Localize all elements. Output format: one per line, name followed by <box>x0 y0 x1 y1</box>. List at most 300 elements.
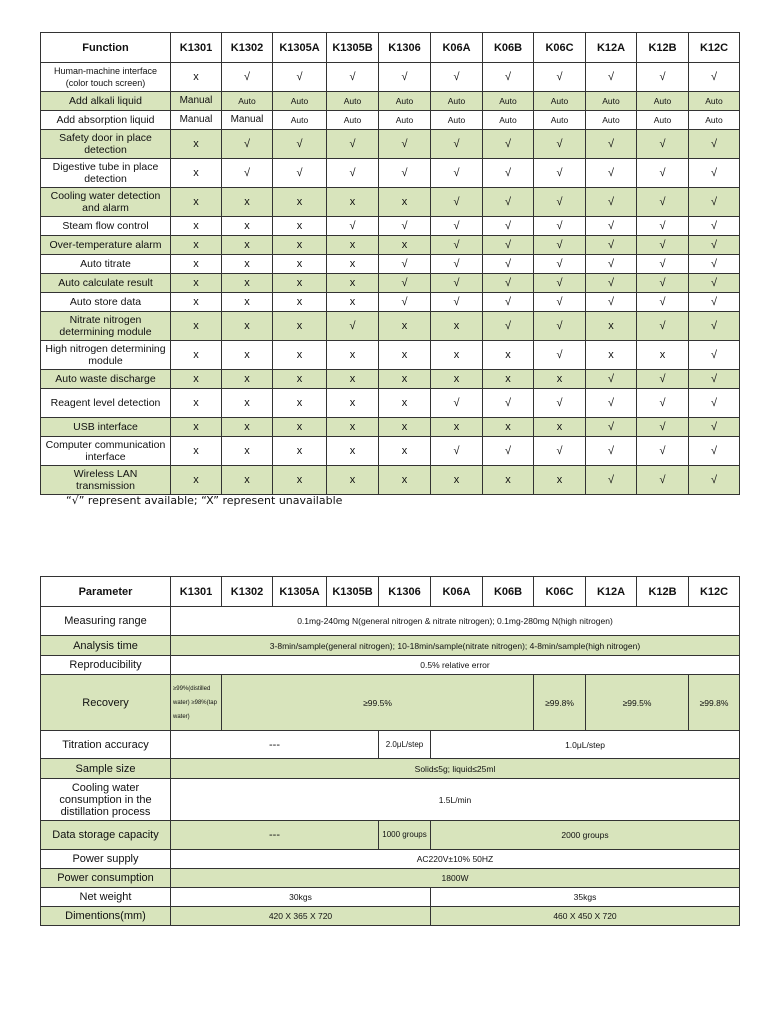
function-value-cell: x <box>273 217 327 236</box>
function-value-cell: x <box>431 418 483 437</box>
header-cell: K1301 <box>171 33 222 63</box>
function-label: USB interface <box>41 418 171 437</box>
function-label: Steam flow control <box>41 217 171 236</box>
function-label: Reagent level detection <box>41 389 171 418</box>
function-value-cell: x <box>586 312 637 341</box>
function-value-cell: x <box>431 341 483 370</box>
function-value-cell: √ <box>379 63 431 92</box>
function-value-cell: √ <box>689 217 740 236</box>
function-value-cell: x <box>171 418 222 437</box>
function-value-cell: Auto <box>689 92 740 111</box>
param-value: 3-8min/sample(general nitrogen); 10-18min/sample(nitrate nitrogen); 4-8min/sample(high nitrogen) <box>171 636 740 656</box>
function-value-cell: Manual <box>171 92 222 111</box>
function-value-cell: √ <box>327 312 379 341</box>
function-row <box>41 255 740 274</box>
function-row <box>41 274 740 293</box>
param-value: Solid≤5g; liquid≤25ml <box>171 759 740 779</box>
recovery-k12ab: ≥99.5% <box>586 675 689 731</box>
functions-header-row <box>41 33 740 63</box>
param-value: 35kgs <box>431 888 740 907</box>
header-cell: K12A <box>586 577 637 607</box>
param-row-net-weight <box>41 888 740 907</box>
function-value-cell: x <box>222 255 273 274</box>
function-value-cell: √ <box>637 418 689 437</box>
function-value-cell: √ <box>483 255 534 274</box>
param-value: 2000 groups <box>431 821 740 850</box>
function-value-cell: x <box>171 255 222 274</box>
header-cell: K06A <box>431 577 483 607</box>
header-cell: K06C <box>534 577 586 607</box>
function-value-cell: √ <box>483 312 534 341</box>
function-row <box>41 63 740 92</box>
function-value-cell: √ <box>689 130 740 159</box>
function-value-cell: √ <box>637 466 689 495</box>
function-value-cell: x <box>171 370 222 389</box>
function-value-cell: √ <box>273 130 327 159</box>
function-value-cell: √ <box>379 159 431 188</box>
function-label: Add alkali liquid <box>41 92 171 111</box>
function-value-cell: √ <box>483 130 534 159</box>
function-value-cell: √ <box>534 341 586 370</box>
function-value-cell: Manual <box>171 111 222 130</box>
function-row <box>41 466 740 495</box>
function-value-cell: x <box>534 418 586 437</box>
function-value-cell: √ <box>379 293 431 312</box>
function-value-cell: √ <box>689 293 740 312</box>
function-value-cell: x <box>222 389 273 418</box>
function-value-cell: √ <box>586 236 637 255</box>
function-value-cell: √ <box>379 255 431 274</box>
function-value-cell: x <box>273 370 327 389</box>
function-value-cell: √ <box>637 188 689 217</box>
function-value-cell: √ <box>534 437 586 466</box>
function-value-cell: x <box>222 418 273 437</box>
function-value-cell: √ <box>689 341 740 370</box>
function-row <box>41 389 740 418</box>
function-value-cell: x <box>327 466 379 495</box>
function-value-cell: √ <box>637 389 689 418</box>
function-value-cell: √ <box>637 159 689 188</box>
function-value-cell: √ <box>586 274 637 293</box>
function-value-cell: x <box>379 418 431 437</box>
param-label: Dimentions(mm) <box>41 907 171 926</box>
function-row <box>41 92 740 111</box>
function-value-cell: √ <box>534 312 586 341</box>
function-value-cell: √ <box>534 217 586 236</box>
function-value-cell: Auto <box>273 111 327 130</box>
function-value-cell: √ <box>586 217 637 236</box>
function-value-cell: x <box>222 217 273 236</box>
function-value-cell: √ <box>327 130 379 159</box>
function-value-cell: √ <box>483 63 534 92</box>
param-label: Sample size <box>41 759 171 779</box>
function-value-cell: Auto <box>379 92 431 111</box>
function-value-cell: √ <box>586 293 637 312</box>
function-value-cell: √ <box>534 159 586 188</box>
param-value: 30kgs <box>171 888 431 907</box>
header-cell: K06A <box>431 33 483 63</box>
function-value-cell: √ <box>689 437 740 466</box>
function-value-cell: x <box>327 389 379 418</box>
function-value-cell: Auto <box>534 92 586 111</box>
function-value-cell: √ <box>327 217 379 236</box>
function-value-cell: √ <box>689 236 740 255</box>
function-value-cell: √ <box>689 63 740 92</box>
param-label: Measuring range <box>41 607 171 636</box>
function-value-cell: x <box>171 188 222 217</box>
function-value-cell: √ <box>483 217 534 236</box>
function-value-cell: x <box>171 312 222 341</box>
function-value-cell: x <box>327 418 379 437</box>
function-value-cell: √ <box>379 130 431 159</box>
param-row-power-supply <box>41 850 740 869</box>
function-value-cell: √ <box>431 159 483 188</box>
function-label: Nitrate nitrogen determining module <box>41 312 171 341</box>
function-value-cell: x <box>327 341 379 370</box>
function-label: Auto titrate <box>41 255 171 274</box>
function-value-cell: Auto <box>586 111 637 130</box>
function-value-cell: x <box>379 466 431 495</box>
header-cell: K1301 <box>171 577 222 607</box>
header-cell: K06C <box>534 33 586 63</box>
function-value-cell: Auto <box>637 111 689 130</box>
function-label: Add absorption liquid <box>41 111 171 130</box>
function-value-cell: x <box>171 274 222 293</box>
function-value-cell: x <box>222 188 273 217</box>
function-row <box>41 341 740 370</box>
param-row-power-consumption <box>41 869 740 888</box>
param-row-dimensions <box>41 907 740 926</box>
param-row-measuring-range <box>41 607 740 636</box>
param-value: 460 X 450 X 720 <box>431 907 740 926</box>
param-value: 1800W <box>171 869 740 888</box>
function-value-cell: x <box>222 236 273 255</box>
function-value-cell: Auto <box>327 92 379 111</box>
function-value-cell: x <box>171 217 222 236</box>
function-value-cell: x <box>327 437 379 466</box>
function-value-cell: x <box>534 466 586 495</box>
function-value-cell: x <box>379 188 431 217</box>
header-cell: K1305A <box>273 33 327 63</box>
function-value-cell: x <box>273 389 327 418</box>
function-value-cell: √ <box>431 255 483 274</box>
function-value-cell: x <box>327 236 379 255</box>
function-value-cell: √ <box>534 236 586 255</box>
param-label: Data storage capacity <box>41 821 171 850</box>
param-label: Titration accuracy <box>41 731 171 759</box>
function-value-cell: √ <box>534 274 586 293</box>
param-value: 1000 groups <box>379 821 431 850</box>
function-value-cell: x <box>379 312 431 341</box>
function-value-cell: √ <box>483 389 534 418</box>
function-value-cell: x <box>273 236 327 255</box>
function-value-cell: x <box>273 255 327 274</box>
function-value-cell: √ <box>586 437 637 466</box>
param-value: 2.0μL/step <box>379 731 431 759</box>
header-cell: K1305B <box>327 577 379 607</box>
function-value-cell: √ <box>586 418 637 437</box>
param-value: 420 X 365 X 720 <box>171 907 431 926</box>
function-value-cell: √ <box>586 255 637 274</box>
function-value-cell: √ <box>222 130 273 159</box>
param-label: Recovery <box>41 675 171 731</box>
function-value-cell: Auto <box>431 92 483 111</box>
function-value-cell: √ <box>534 293 586 312</box>
header-cell: Parameter <box>41 577 171 607</box>
function-label: Auto store data <box>41 293 171 312</box>
param-row-data-storage <box>41 821 740 850</box>
parameters-table <box>40 576 740 926</box>
function-value-cell: x <box>273 341 327 370</box>
function-value-cell: x <box>171 130 222 159</box>
function-value-cell: x <box>327 255 379 274</box>
function-value-cell: x <box>222 437 273 466</box>
function-value-cell: √ <box>379 274 431 293</box>
function-value-cell: √ <box>222 159 273 188</box>
function-value-cell: Auto <box>483 111 534 130</box>
function-value-cell: √ <box>586 130 637 159</box>
function-value-cell: x <box>273 293 327 312</box>
function-value-cell: x <box>483 341 534 370</box>
function-value-cell: x <box>379 437 431 466</box>
function-value-cell: x <box>273 188 327 217</box>
function-value-cell: √ <box>689 159 740 188</box>
function-value-cell: x <box>273 418 327 437</box>
function-value-cell: √ <box>637 437 689 466</box>
function-row <box>41 130 740 159</box>
function-row <box>41 236 740 255</box>
function-row <box>41 293 740 312</box>
function-row <box>41 188 740 217</box>
function-value-cell: √ <box>534 389 586 418</box>
function-row <box>41 312 740 341</box>
param-value: AC220V±10% 50HZ <box>171 850 740 869</box>
header-cell: K1302 <box>222 577 273 607</box>
param-value: --- <box>171 731 379 759</box>
param-row-sample-size <box>41 759 740 779</box>
header-cell: K06B <box>483 577 534 607</box>
function-value-cell: √ <box>689 466 740 495</box>
function-value-cell: x <box>483 370 534 389</box>
header-cell: K06B <box>483 33 534 63</box>
param-row-cooling-water <box>41 779 740 821</box>
function-value-cell: √ <box>637 312 689 341</box>
function-value-cell: Auto <box>689 111 740 130</box>
function-value-cell: x <box>379 389 431 418</box>
function-value-cell: √ <box>637 63 689 92</box>
function-value-cell: √ <box>637 274 689 293</box>
function-value-cell: x <box>483 418 534 437</box>
function-label: Auto waste discharge <box>41 370 171 389</box>
function-value-cell: x <box>171 63 222 92</box>
function-value-cell: x <box>327 370 379 389</box>
function-value-cell: √ <box>689 255 740 274</box>
parameters-header-row <box>41 577 740 607</box>
header-cell: K12C <box>689 577 740 607</box>
function-value-cell: √ <box>689 312 740 341</box>
param-value: 1.0μL/step <box>431 731 740 759</box>
function-value-cell: √ <box>586 159 637 188</box>
function-value-cell: √ <box>637 217 689 236</box>
function-row <box>41 437 740 466</box>
function-value-cell: √ <box>586 63 637 92</box>
function-label: High nitrogen determining module <box>41 341 171 370</box>
header-cell: K12A <box>586 33 637 63</box>
function-value-cell: √ <box>431 130 483 159</box>
param-label: Analysis time <box>41 636 171 656</box>
param-label: Net weight <box>41 888 171 907</box>
header-cell: K12B <box>637 33 689 63</box>
function-value-cell: Auto <box>483 92 534 111</box>
param-value: 0.1mg-240mg N(general nitrogen & nitrate nitrogen); 0.1mg-280mg N(high nitrogen) <box>171 607 740 636</box>
function-value-cell: Auto <box>327 111 379 130</box>
function-value-cell: Auto <box>379 111 431 130</box>
function-value-cell: x <box>171 389 222 418</box>
function-value-cell: x <box>222 312 273 341</box>
function-value-cell: √ <box>483 293 534 312</box>
function-value-cell: x <box>379 341 431 370</box>
param-row-analysis-time <box>41 636 740 656</box>
function-value-cell: √ <box>431 274 483 293</box>
function-value-cell: √ <box>689 188 740 217</box>
function-value-cell: x <box>171 341 222 370</box>
function-value-cell: √ <box>637 130 689 159</box>
function-value-cell: √ <box>637 370 689 389</box>
function-value-cell: √ <box>431 217 483 236</box>
function-value-cell: √ <box>327 63 379 92</box>
function-row <box>41 418 740 437</box>
param-row-titration-accuracy <box>41 731 740 759</box>
function-value-cell: √ <box>586 466 637 495</box>
recovery-k06c: ≥99.8% <box>534 675 586 731</box>
function-value-cell: √ <box>586 188 637 217</box>
function-value-cell: √ <box>431 236 483 255</box>
function-row <box>41 370 740 389</box>
function-value-cell: x <box>586 341 637 370</box>
header-cell: K1306 <box>379 577 431 607</box>
function-value-cell: √ <box>689 370 740 389</box>
param-label: Cooling water consumption in the distillation process <box>41 779 171 821</box>
header-cell: K1305B <box>327 33 379 63</box>
function-value-cell: x <box>273 274 327 293</box>
function-value-cell: Auto <box>534 111 586 130</box>
function-value-cell: x <box>483 466 534 495</box>
function-value-cell: √ <box>273 63 327 92</box>
function-value-cell: √ <box>273 159 327 188</box>
function-value-cell: √ <box>689 274 740 293</box>
param-value: --- <box>171 821 379 850</box>
function-value-cell: √ <box>586 370 637 389</box>
param-value: 1.5L/min <box>171 779 740 821</box>
function-value-cell: Manual <box>222 111 273 130</box>
function-value-cell: √ <box>431 293 483 312</box>
function-value-cell: √ <box>586 389 637 418</box>
function-value-cell: √ <box>431 389 483 418</box>
function-value-cell: Auto <box>586 92 637 111</box>
param-row-recovery <box>41 675 740 731</box>
param-label: Power supply <box>41 850 171 869</box>
function-label: Wireless LAN transmission <box>41 466 171 495</box>
function-value-cell: √ <box>483 159 534 188</box>
function-value-cell: x <box>222 293 273 312</box>
function-value-cell: x <box>327 188 379 217</box>
function-value-cell: √ <box>534 255 586 274</box>
param-value: 0.5% relative error <box>171 656 740 675</box>
function-value-cell: √ <box>483 188 534 217</box>
function-value-cell: √ <box>483 236 534 255</box>
header-cell: Function <box>41 33 171 63</box>
function-value-cell: x <box>222 370 273 389</box>
param-row-reproducibility <box>41 656 740 675</box>
function-value-cell: √ <box>431 437 483 466</box>
function-value-cell: Auto <box>637 92 689 111</box>
legend-note: “√” represent available; “X” represent unavailable <box>66 494 343 507</box>
function-label: Auto calculate result <box>41 274 171 293</box>
recovery-k12c: ≥99.8% <box>689 675 740 731</box>
function-value-cell: √ <box>534 63 586 92</box>
function-label: Computer communication interface <box>41 437 171 466</box>
function-value-cell: x <box>534 370 586 389</box>
function-value-cell: x <box>222 466 273 495</box>
function-value-cell: Auto <box>431 111 483 130</box>
function-value-cell: √ <box>379 217 431 236</box>
function-value-cell: x <box>637 341 689 370</box>
function-value-cell: √ <box>534 130 586 159</box>
function-value-cell: x <box>327 274 379 293</box>
function-value-cell: √ <box>637 255 689 274</box>
function-value-cell: √ <box>431 188 483 217</box>
function-value-cell: x <box>171 437 222 466</box>
function-label: Safety door in place detection <box>41 130 171 159</box>
function-value-cell: √ <box>637 236 689 255</box>
recovery-k1301: ≥99%(distilled water) ≥98%(tap water) <box>171 675 222 731</box>
function-label: Digestive tube in place detection <box>41 159 171 188</box>
function-value-cell: x <box>379 236 431 255</box>
function-value-cell: x <box>222 274 273 293</box>
header-cell: K1302 <box>222 33 273 63</box>
function-value-cell: √ <box>534 188 586 217</box>
function-row <box>41 111 740 130</box>
function-value-cell: Auto <box>273 92 327 111</box>
function-value-cell: √ <box>431 63 483 92</box>
function-value-cell: x <box>171 466 222 495</box>
function-row <box>41 159 740 188</box>
param-label: Power consumption <box>41 869 171 888</box>
function-value-cell: √ <box>689 418 740 437</box>
recovery-mid: ≥99.5% <box>222 675 534 731</box>
header-cell: K12C <box>689 33 740 63</box>
function-value-cell: x <box>171 159 222 188</box>
function-value-cell: √ <box>689 389 740 418</box>
function-label: Over-temperature alarm <box>41 236 171 255</box>
function-value-cell: √ <box>483 274 534 293</box>
function-value-cell: √ <box>637 293 689 312</box>
functions-table-body <box>41 63 740 495</box>
function-value-cell: x <box>431 370 483 389</box>
function-value-cell: x <box>273 312 327 341</box>
function-value-cell: x <box>222 341 273 370</box>
function-value-cell: √ <box>483 437 534 466</box>
function-value-cell: x <box>273 466 327 495</box>
param-label: Reproducibility <box>41 656 171 675</box>
function-value-cell: x <box>171 293 222 312</box>
function-label: Cooling water detection and alarm <box>41 188 171 217</box>
function-value-cell: x <box>171 236 222 255</box>
function-value-cell: x <box>431 312 483 341</box>
function-value-cell: √ <box>222 63 273 92</box>
function-value-cell: √ <box>327 159 379 188</box>
function-value-cell: Auto <box>222 92 273 111</box>
